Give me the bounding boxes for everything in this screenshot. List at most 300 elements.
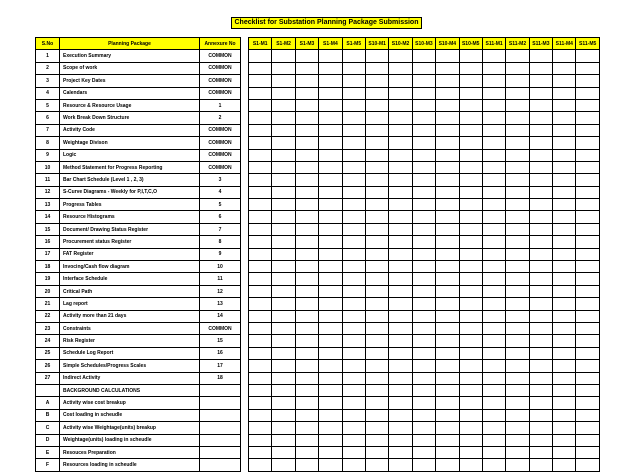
annexure-cell[interactable]: 2 <box>200 112 241 124</box>
check-cell[interactable] <box>319 149 342 161</box>
check-cell[interactable] <box>342 347 365 359</box>
check-cell[interactable] <box>389 186 412 198</box>
check-cell[interactable] <box>342 273 365 285</box>
check-cell[interactable] <box>436 124 459 136</box>
check-cell[interactable] <box>553 360 576 372</box>
sno-cell[interactable]: F <box>36 459 60 471</box>
check-cell[interactable] <box>249 409 272 421</box>
check-cell[interactable] <box>529 186 552 198</box>
check-cell[interactable] <box>506 446 529 458</box>
check-cell[interactable] <box>249 372 272 384</box>
check-cell[interactable] <box>506 149 529 161</box>
check-cell[interactable] <box>249 248 272 260</box>
check-cell[interactable] <box>482 223 505 235</box>
package-cell[interactable]: Work Break Down Structure <box>60 112 200 124</box>
check-cell[interactable] <box>482 360 505 372</box>
check-cell[interactable] <box>436 87 459 99</box>
check-cell[interactable] <box>319 298 342 310</box>
package-cell[interactable]: Resouces Preparation <box>60 446 200 458</box>
check-cell[interactable] <box>412 298 435 310</box>
check-cell[interactable] <box>576 422 599 434</box>
check-cell[interactable] <box>389 199 412 211</box>
sno-cell[interactable]: 20 <box>36 285 60 297</box>
check-cell[interactable] <box>319 50 342 62</box>
annexure-cell[interactable] <box>200 384 241 396</box>
check-cell[interactable] <box>249 285 272 297</box>
sno-cell[interactable]: 17 <box>36 248 60 260</box>
check-cell[interactable] <box>365 285 388 297</box>
sno-cell[interactable]: 23 <box>36 322 60 334</box>
check-cell[interactable] <box>506 273 529 285</box>
check-cell[interactable] <box>365 397 388 409</box>
check-cell[interactable] <box>482 248 505 260</box>
check-cell[interactable] <box>319 335 342 347</box>
check-cell[interactable] <box>482 236 505 248</box>
sno-cell[interactable]: 24 <box>36 335 60 347</box>
annexure-cell[interactable]: 3 <box>200 174 241 186</box>
check-cell[interactable] <box>576 347 599 359</box>
check-cell[interactable] <box>342 149 365 161</box>
sno-cell[interactable]: 13 <box>36 199 60 211</box>
header-planning-package[interactable]: Planning Package <box>60 38 200 50</box>
check-cell[interactable] <box>506 322 529 334</box>
check-cell[interactable] <box>249 50 272 62</box>
check-cell[interactable] <box>576 161 599 173</box>
check-cell[interactable] <box>295 298 318 310</box>
check-cell[interactable] <box>436 149 459 161</box>
check-cell[interactable] <box>272 409 295 421</box>
check-cell[interactable] <box>272 322 295 334</box>
check-cell[interactable] <box>412 273 435 285</box>
check-cell[interactable] <box>459 248 482 260</box>
check-cell[interactable] <box>249 335 272 347</box>
check-cell[interactable] <box>529 236 552 248</box>
check-cell[interactable] <box>576 384 599 396</box>
check-cell[interactable] <box>576 273 599 285</box>
check-cell[interactable] <box>319 236 342 248</box>
check-cell[interactable] <box>459 310 482 322</box>
check-cell[interactable] <box>553 384 576 396</box>
sno-cell[interactable]: 18 <box>36 261 60 273</box>
check-cell[interactable] <box>506 434 529 446</box>
check-cell[interactable] <box>553 322 576 334</box>
package-cell[interactable]: Indirect Activity <box>60 372 200 384</box>
check-cell[interactable] <box>459 322 482 334</box>
header-station-s1-m3[interactable]: S1-M3 <box>295 38 318 50</box>
check-cell[interactable] <box>459 87 482 99</box>
check-cell[interactable] <box>319 360 342 372</box>
check-cell[interactable] <box>412 384 435 396</box>
header-station-s11-m4[interactable]: S11-M4 <box>553 38 576 50</box>
check-cell[interactable] <box>272 347 295 359</box>
check-cell[interactable] <box>412 186 435 198</box>
check-cell[interactable] <box>436 422 459 434</box>
check-cell[interactable] <box>342 322 365 334</box>
check-cell[interactable] <box>436 360 459 372</box>
check-cell[interactable] <box>412 285 435 297</box>
check-cell[interactable] <box>436 137 459 149</box>
check-cell[interactable] <box>342 211 365 223</box>
check-cell[interactable] <box>412 75 435 87</box>
check-cell[interactable] <box>342 137 365 149</box>
check-cell[interactable] <box>459 99 482 111</box>
check-cell[interactable] <box>506 397 529 409</box>
check-cell[interactable] <box>272 99 295 111</box>
check-cell[interactable] <box>295 124 318 136</box>
check-cell[interactable] <box>576 360 599 372</box>
check-cell[interactable] <box>506 186 529 198</box>
check-cell[interactable] <box>389 372 412 384</box>
check-cell[interactable] <box>319 199 342 211</box>
package-cell[interactable]: Bar Chart Schedule (Level 1 , 2, 3) <box>60 174 200 186</box>
check-cell[interactable] <box>553 446 576 458</box>
annexure-cell[interactable]: 15 <box>200 335 241 347</box>
annexure-cell[interactable] <box>200 459 241 471</box>
check-cell[interactable] <box>365 446 388 458</box>
check-cell[interactable] <box>529 50 552 62</box>
check-cell[interactable] <box>389 422 412 434</box>
check-cell[interactable] <box>249 199 272 211</box>
check-cell[interactable] <box>365 273 388 285</box>
check-cell[interactable] <box>576 99 599 111</box>
check-cell[interactable] <box>389 273 412 285</box>
check-cell[interactable] <box>459 409 482 421</box>
check-cell[interactable] <box>389 112 412 124</box>
check-cell[interactable] <box>249 174 272 186</box>
check-cell[interactable] <box>365 335 388 347</box>
package-cell[interactable]: Lag report <box>60 298 200 310</box>
check-cell[interactable] <box>553 99 576 111</box>
annexure-cell[interactable] <box>200 422 241 434</box>
check-cell[interactable] <box>506 409 529 421</box>
check-cell[interactable] <box>553 161 576 173</box>
check-cell[interactable] <box>412 87 435 99</box>
check-cell[interactable] <box>506 248 529 260</box>
check-cell[interactable] <box>412 347 435 359</box>
check-cell[interactable] <box>389 75 412 87</box>
sno-cell[interactable]: 2 <box>36 62 60 74</box>
check-cell[interactable] <box>249 62 272 74</box>
check-cell[interactable] <box>412 409 435 421</box>
sno-cell[interactable]: 4 <box>36 87 60 99</box>
check-cell[interactable] <box>342 434 365 446</box>
check-cell[interactable] <box>249 459 272 471</box>
check-cell[interactable] <box>529 335 552 347</box>
check-cell[interactable] <box>459 446 482 458</box>
check-cell[interactable] <box>365 161 388 173</box>
check-cell[interactable] <box>482 137 505 149</box>
check-cell[interactable] <box>482 261 505 273</box>
check-cell[interactable] <box>272 360 295 372</box>
check-cell[interactable] <box>482 322 505 334</box>
check-cell[interactable] <box>295 459 318 471</box>
check-cell[interactable] <box>319 75 342 87</box>
check-cell[interactable] <box>436 384 459 396</box>
check-cell[interactable] <box>272 236 295 248</box>
check-cell[interactable] <box>272 137 295 149</box>
check-cell[interactable] <box>295 223 318 235</box>
header-station-s11-m2[interactable]: S11-M2 <box>506 38 529 50</box>
check-cell[interactable] <box>295 248 318 260</box>
check-cell[interactable] <box>553 174 576 186</box>
check-cell[interactable] <box>249 75 272 87</box>
check-cell[interactable] <box>412 62 435 74</box>
check-cell[interactable] <box>295 261 318 273</box>
check-cell[interactable] <box>576 248 599 260</box>
check-cell[interactable] <box>482 347 505 359</box>
check-cell[interactable] <box>272 422 295 434</box>
check-cell[interactable] <box>365 174 388 186</box>
check-cell[interactable] <box>272 298 295 310</box>
check-cell[interactable] <box>295 322 318 334</box>
check-cell[interactable] <box>412 372 435 384</box>
check-cell[interactable] <box>389 397 412 409</box>
annexure-cell[interactable]: 10 <box>200 261 241 273</box>
check-cell[interactable] <box>506 75 529 87</box>
sno-cell[interactable]: 9 <box>36 149 60 161</box>
check-cell[interactable] <box>529 174 552 186</box>
package-cell[interactable]: Resources loading in scheudle <box>60 459 200 471</box>
check-cell[interactable] <box>482 335 505 347</box>
check-cell[interactable] <box>459 75 482 87</box>
check-cell[interactable] <box>319 186 342 198</box>
check-cell[interactable] <box>482 397 505 409</box>
check-cell[interactable] <box>249 360 272 372</box>
check-cell[interactable] <box>529 397 552 409</box>
check-cell[interactable] <box>459 459 482 471</box>
check-cell[interactable] <box>342 99 365 111</box>
check-cell[interactable] <box>272 199 295 211</box>
check-cell[interactable] <box>436 161 459 173</box>
package-cell[interactable]: S-Curve Diagrams - Weekly for P,I,T,C,O <box>60 186 200 198</box>
check-cell[interactable] <box>436 298 459 310</box>
check-cell[interactable] <box>365 87 388 99</box>
check-cell[interactable] <box>576 75 599 87</box>
check-cell[interactable] <box>319 434 342 446</box>
check-cell[interactable] <box>506 360 529 372</box>
check-cell[interactable] <box>412 236 435 248</box>
check-cell[interactable] <box>249 161 272 173</box>
check-cell[interactable] <box>576 186 599 198</box>
check-cell[interactable] <box>436 75 459 87</box>
check-cell[interactable] <box>529 211 552 223</box>
check-cell[interactable] <box>272 261 295 273</box>
check-cell[interactable] <box>342 409 365 421</box>
check-cell[interactable] <box>529 310 552 322</box>
check-cell[interactable] <box>389 137 412 149</box>
check-cell[interactable] <box>319 310 342 322</box>
check-cell[interactable] <box>319 174 342 186</box>
package-cell[interactable]: Risk Register <box>60 335 200 347</box>
header-station-s1-m4[interactable]: S1-M4 <box>319 38 342 50</box>
check-cell[interactable] <box>319 347 342 359</box>
check-cell[interactable] <box>389 335 412 347</box>
check-cell[interactable] <box>553 124 576 136</box>
check-cell[interactable] <box>389 459 412 471</box>
package-cell[interactable]: Resource Histograms <box>60 211 200 223</box>
check-cell[interactable] <box>553 285 576 297</box>
sno-cell[interactable]: E <box>36 446 60 458</box>
check-cell[interactable] <box>295 285 318 297</box>
check-cell[interactable] <box>576 149 599 161</box>
check-cell[interactable] <box>249 397 272 409</box>
check-cell[interactable] <box>459 434 482 446</box>
check-cell[interactable] <box>365 236 388 248</box>
check-cell[interactable] <box>412 335 435 347</box>
check-cell[interactable] <box>459 124 482 136</box>
check-cell[interactable] <box>272 223 295 235</box>
check-cell[interactable] <box>272 397 295 409</box>
sno-cell[interactable]: 14 <box>36 211 60 223</box>
check-cell[interactable] <box>529 99 552 111</box>
check-cell[interactable] <box>436 223 459 235</box>
check-cell[interactable] <box>365 62 388 74</box>
check-cell[interactable] <box>436 186 459 198</box>
check-cell[interactable] <box>459 211 482 223</box>
check-cell[interactable] <box>553 335 576 347</box>
package-cell[interactable]: Progress Tables <box>60 199 200 211</box>
check-cell[interactable] <box>553 62 576 74</box>
package-cell[interactable]: Constraints <box>60 322 200 334</box>
check-cell[interactable] <box>389 149 412 161</box>
check-cell[interactable] <box>319 384 342 396</box>
check-cell[interactable] <box>365 310 388 322</box>
header-station-s10-m4[interactable]: S10-M4 <box>436 38 459 50</box>
annexure-cell[interactable] <box>200 434 241 446</box>
check-cell[interactable] <box>482 384 505 396</box>
check-cell[interactable] <box>365 186 388 198</box>
check-cell[interactable] <box>365 137 388 149</box>
check-cell[interactable] <box>576 372 599 384</box>
check-cell[interactable] <box>459 335 482 347</box>
check-cell[interactable] <box>319 372 342 384</box>
check-cell[interactable] <box>506 347 529 359</box>
check-cell[interactable] <box>506 310 529 322</box>
check-cell[interactable] <box>389 322 412 334</box>
header-station-s1-m5[interactable]: S1-M5 <box>342 38 365 50</box>
package-cell[interactable]: Schedule Log Report <box>60 347 200 359</box>
check-cell[interactable] <box>389 223 412 235</box>
check-cell[interactable] <box>506 223 529 235</box>
check-cell[interactable] <box>412 248 435 260</box>
check-cell[interactable] <box>553 186 576 198</box>
check-cell[interactable] <box>272 149 295 161</box>
check-cell[interactable] <box>436 99 459 111</box>
check-cell[interactable] <box>295 174 318 186</box>
check-cell[interactable] <box>553 223 576 235</box>
check-cell[interactable] <box>295 186 318 198</box>
check-cell[interactable] <box>576 285 599 297</box>
header-station-s10-m2[interactable]: S10-M2 <box>389 38 412 50</box>
sno-cell[interactable]: 10 <box>36 161 60 173</box>
check-cell[interactable] <box>249 422 272 434</box>
sno-cell[interactable]: 8 <box>36 137 60 149</box>
package-cell[interactable]: Method Statement for Progress Reporting <box>60 161 200 173</box>
check-cell[interactable] <box>295 434 318 446</box>
check-cell[interactable] <box>272 285 295 297</box>
check-cell[interactable] <box>272 161 295 173</box>
sno-cell[interactable]: 15 <box>36 223 60 235</box>
check-cell[interactable] <box>365 434 388 446</box>
annexure-cell[interactable]: COMMON <box>200 75 241 87</box>
check-cell[interactable] <box>576 459 599 471</box>
annexure-cell[interactable]: COMMON <box>200 87 241 99</box>
check-cell[interactable] <box>482 298 505 310</box>
check-cell[interactable] <box>389 248 412 260</box>
check-cell[interactable] <box>436 409 459 421</box>
check-cell[interactable] <box>436 397 459 409</box>
check-cell[interactable] <box>412 322 435 334</box>
check-cell[interactable] <box>295 236 318 248</box>
check-cell[interactable] <box>412 446 435 458</box>
check-cell[interactable] <box>553 199 576 211</box>
check-cell[interactable] <box>319 99 342 111</box>
check-cell[interactable] <box>506 422 529 434</box>
package-cell[interactable]: Weightage Divison <box>60 137 200 149</box>
header-station-s1-m2[interactable]: S1-M2 <box>272 38 295 50</box>
check-cell[interactable] <box>506 199 529 211</box>
check-cell[interactable] <box>482 50 505 62</box>
check-cell[interactable] <box>529 124 552 136</box>
check-cell[interactable] <box>295 112 318 124</box>
check-cell[interactable] <box>319 446 342 458</box>
check-cell[interactable] <box>529 285 552 297</box>
sno-cell[interactable]: 6 <box>36 112 60 124</box>
check-cell[interactable] <box>295 161 318 173</box>
annexure-cell[interactable]: 8 <box>200 236 241 248</box>
check-cell[interactable] <box>365 248 388 260</box>
check-cell[interactable] <box>342 285 365 297</box>
check-cell[interactable] <box>459 384 482 396</box>
check-cell[interactable] <box>295 211 318 223</box>
package-cell[interactable]: Cost loading in scheudle <box>60 409 200 421</box>
check-cell[interactable] <box>365 124 388 136</box>
check-cell[interactable] <box>295 87 318 99</box>
check-cell[interactable] <box>389 161 412 173</box>
check-cell[interactable] <box>249 322 272 334</box>
check-cell[interactable] <box>529 248 552 260</box>
annexure-cell[interactable]: COMMON <box>200 161 241 173</box>
check-cell[interactable] <box>389 409 412 421</box>
check-cell[interactable] <box>553 397 576 409</box>
check-cell[interactable] <box>576 261 599 273</box>
check-cell[interactable] <box>412 422 435 434</box>
check-cell[interactable] <box>249 223 272 235</box>
check-cell[interactable] <box>436 347 459 359</box>
header-station-s10-m1[interactable]: S10-M1 <box>365 38 388 50</box>
check-cell[interactable] <box>365 322 388 334</box>
header-station-s11-m3[interactable]: S11-M3 <box>529 38 552 50</box>
check-cell[interactable] <box>295 99 318 111</box>
check-cell[interactable] <box>389 298 412 310</box>
check-cell[interactable] <box>319 459 342 471</box>
check-cell[interactable] <box>272 248 295 260</box>
check-cell[interactable] <box>576 174 599 186</box>
check-cell[interactable] <box>576 112 599 124</box>
sno-cell[interactable]: 21 <box>36 298 60 310</box>
check-cell[interactable] <box>295 149 318 161</box>
package-cell[interactable]: Interface Schedule <box>60 273 200 285</box>
check-cell[interactable] <box>365 409 388 421</box>
check-cell[interactable] <box>295 75 318 87</box>
sno-cell[interactable]: 3 <box>36 75 60 87</box>
check-cell[interactable] <box>459 397 482 409</box>
check-cell[interactable] <box>389 347 412 359</box>
check-cell[interactable] <box>342 298 365 310</box>
annexure-cell[interactable]: 18 <box>200 372 241 384</box>
check-cell[interactable] <box>459 50 482 62</box>
check-cell[interactable] <box>529 112 552 124</box>
